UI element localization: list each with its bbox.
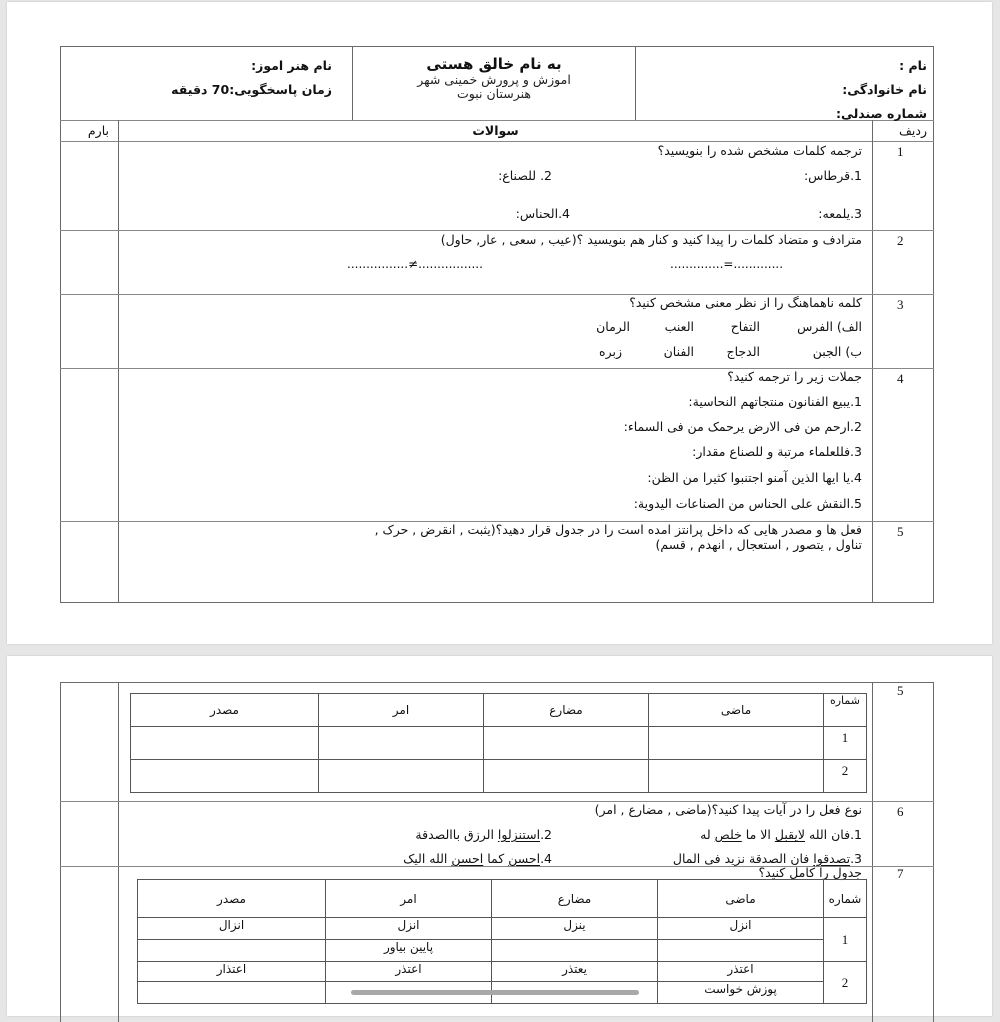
table-header-number: شماره [824,880,867,918]
q1-item-4: 4.الحناس: [515,206,570,221]
q4-item-4: 4.یا ایها الذین آمنو اجتنبوا کثیرا من الظن: [647,470,862,485]
imperative-cell: انزل [326,918,492,940]
q6-item-4 [403,851,552,867]
answer-cell[interactable] [649,727,824,760]
q4-item-2: 2.ارحم من فی الارض یرحمک من فی السماء: [623,419,862,434]
present-cell: یعتذر [492,962,658,982]
q4-item-1: 1.یبیع الفنانون منتجاتهم النحاسیة: [688,394,862,409]
table-header-present: مضارع [492,880,658,918]
q3-a-3: العنب [664,319,694,334]
row-number: 1 [824,918,867,962]
q3-prompt: کلمه ناهماهنگ را از نظر معنی مشخص کنید؟ [629,295,862,310]
col-row-header: ردیف [898,123,927,138]
answer-cell[interactable] [131,727,319,760]
table-row [131,727,867,760]
table-row [138,918,867,940]
past-cell: انزل [658,918,824,940]
row-number: 2 [824,760,867,793]
infinitive-meaning-cell[interactable] [138,982,326,1004]
q1-item-2: 2. للصناع: [498,168,552,183]
q4-prompt: جملات زیر را ترجمه کنید؟ [727,369,862,384]
q1-item-3: 3.یلمعه: [818,206,862,221]
table-header-infinitive: مصدر [138,880,326,918]
row-number: 1 [824,727,867,760]
q6-item-2-underlined-verb: استنزلوا [497,827,541,842]
table-header-imperative: امر [326,880,492,918]
question-number: 1 [897,144,904,159]
q7-verb-table [137,879,867,1004]
table-row [138,962,867,982]
table-header-imperative: امر [319,694,484,727]
q6-item-3-text: فان الصدقة نزید فی المال [672,851,814,866]
past-meaning-cell: پوزش خواست [658,982,824,1004]
q6-item-2 [415,827,552,843]
home-indicator-bar[interactable] [351,990,639,995]
q6-item-3-text: 3. [850,851,862,866]
past-cell: اعتذر [658,962,824,982]
q2-antonym-blank[interactable]: ................≠................. [347,257,483,271]
q6-item-2-text: 2. [540,827,552,842]
q4-item-5: 5.النقش علی الحناس من الصناعات الیدویة: [633,496,862,511]
q4-item-3: 3.فللعلماء مرتبة و للصناع مقدار: [692,444,862,459]
question-number: 5 [897,683,904,698]
q3-a-2: التفاح [730,319,760,334]
name-label: نام : [899,58,927,73]
q5-verb-table [130,693,867,793]
row-number: 2 [824,962,867,1004]
question-number: 3 [897,297,904,312]
q6-item-1-underlined-verb: لایقبل [774,827,806,842]
q6-prompt: نوع فعل را در آیات پیدا کنید؟(ماضی , مضارع , امر) [594,802,862,817]
table-header-number: شماره [824,694,867,727]
infinitive-cell: انزال [138,918,326,940]
q6-item-4-text: 4. [540,851,552,866]
q6-item-2-text: الرزق باالصدقة [415,827,498,842]
q3-a-1: الف) الفرس [797,319,862,334]
table-header-present: مضارع [484,694,649,727]
q6-item-1-text: الا ما [741,827,775,842]
answer-time-text: زمان پاسخگویی:70 دقیقه [171,82,332,97]
answer-time [171,82,332,98]
q6-item-4-underlined-verb: احسن [451,851,484,866]
answer-cell[interactable] [484,727,649,760]
table-row [138,940,867,962]
q7-prompt: جدول را کامل کنید؟ [758,865,862,880]
answer-cell[interactable] [131,760,319,793]
q6-item-4-text: کما [483,851,509,866]
q3-b-2: الدجاج [726,344,760,359]
question-number: 5 [897,524,904,539]
q6-item-1-underlined-verb: خلص [714,827,742,842]
school-district: اموزش و پرورش خمینی شهر [417,72,571,87]
q3-b-1: ب) الجبن [812,344,862,359]
answer-cell[interactable] [319,760,484,793]
table-header-past: ماضی [658,880,824,918]
exam-page-1 [7,2,992,644]
student-name-label: نام هنر اموز: [251,58,332,73]
table-header-infinitive: مصدر [131,694,319,727]
col-questions-header: سوالات [472,123,519,138]
exam-title: به نام خالق هستی [426,55,562,73]
answer-cell[interactable] [649,760,824,793]
past-meaning-cell[interactable] [658,940,824,962]
answer-cell[interactable] [484,760,649,793]
school-name: هنرستان نبوت [457,86,531,101]
q3-b-3: الفنان [663,344,694,359]
imperative-cell: اعتذر [326,962,492,982]
q6-item-1-text: له [700,827,715,842]
table-header-past: ماضی [649,694,824,727]
q6-item-1 [700,827,862,843]
seat-number-label: شماره صندلی: [835,106,927,121]
q5-prompt-line2: تناول , یتصور , استعجال , انهدم , قسم) [655,537,862,552]
q6-item-4-underlined-verb: احسن [508,851,541,866]
q5-prompt-line1: فعل ها و مصدر هایی که داخل پرانتز امده است را در جدول قرار دهید؟(یثبت , انقرض , حرک , [374,522,862,537]
q6-item-1-text: 1.فان الله [805,827,862,842]
answer-cell[interactable] [319,727,484,760]
infinitive-cell: اعتذار [138,962,326,982]
q6-item-4-text: الله الیک [403,851,452,866]
q6-item-3-underlined-verb: تصدقوا [813,851,851,866]
present-meaning-cell[interactable] [492,940,658,962]
col-score-header: بارم [87,123,109,138]
question-number: 6 [897,804,904,819]
infinitive-meaning-cell[interactable] [138,940,326,962]
q1-prompt: ترجمه کلمات مشخص شده را بنویسید؟ [657,143,862,158]
present-cell: ینزل [492,918,658,940]
question-number: 7 [897,866,904,881]
imperative-meaning-cell: پایین بیاور [326,940,492,962]
table-row [131,760,867,793]
q3-b-4: زبره [599,344,622,359]
q2-synonym-blank[interactable]: ..............=............. [670,257,784,271]
q2-prompt: مترادف و متضاد کلمات را پیدا کنید و کنار هم بنویسید ؟(عیب , سعی , عار, حاول) [440,232,862,247]
q3-a-4: الرمان [596,319,630,334]
family-name-label: نام خانوادگی: [842,82,927,97]
exam-page-2 [7,656,992,1016]
question-number: 4 [897,371,904,386]
q1-item-1: 1.قرطاس: [803,168,862,183]
question-number: 2 [897,233,904,248]
